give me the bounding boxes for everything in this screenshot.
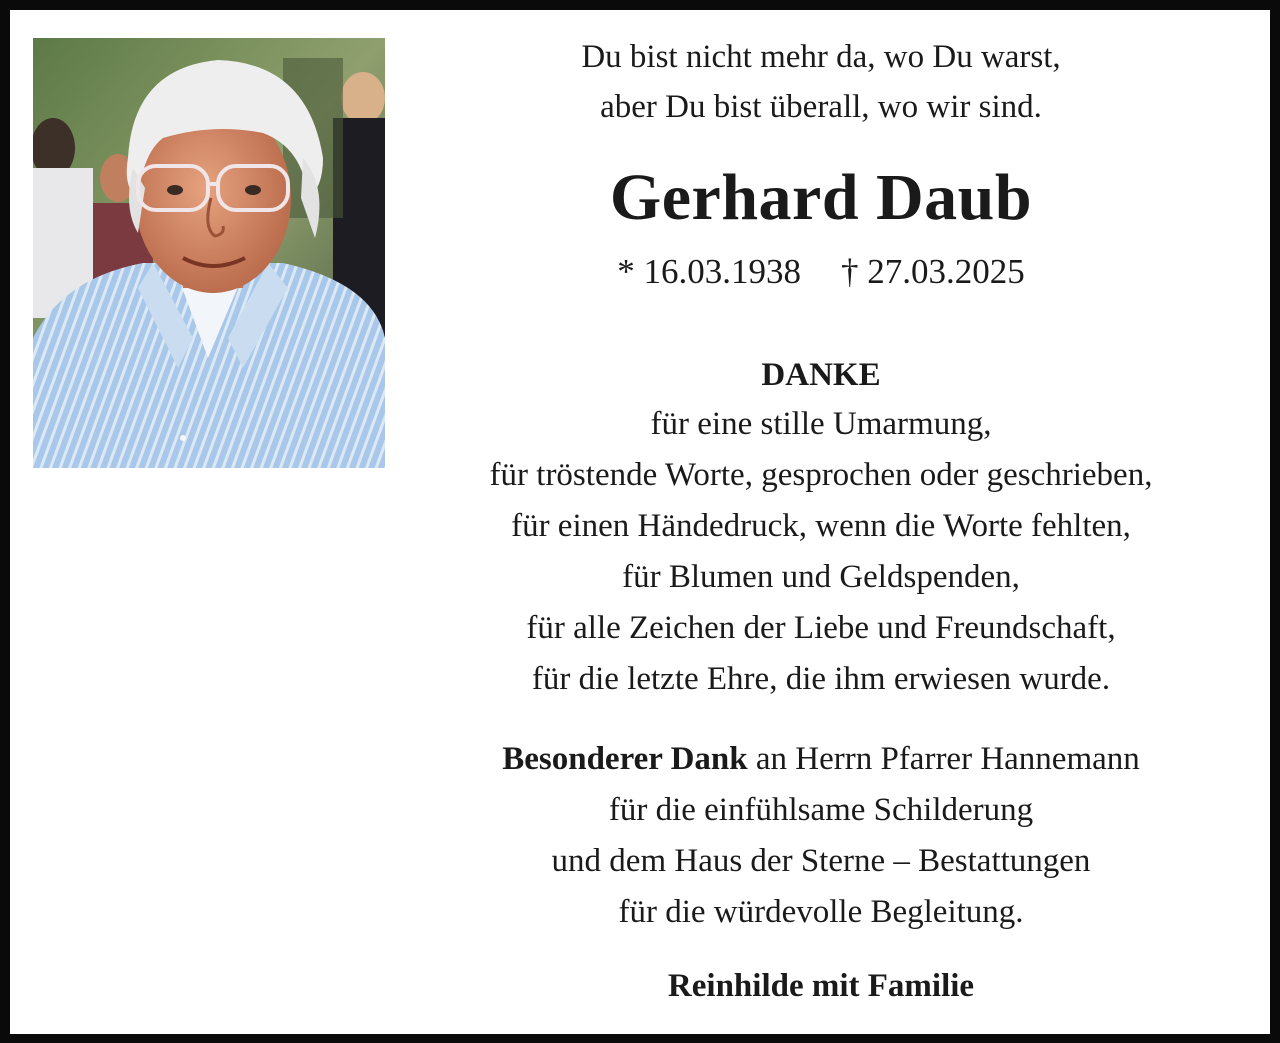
thanks-line: für eine stille Umarmung, <box>650 406 992 442</box>
thanks-heading: DANKE <box>761 357 881 393</box>
signature: Reinhilde mit Familie <box>667 968 975 1004</box>
thanks-line: für Blumen und Geldspenden, <box>622 559 1020 595</box>
special-thanks-line: und dem Haus der Sterne – Bestattungen <box>551 843 1091 879</box>
special-thanks-line <box>421 734 1221 785</box>
special-thanks-line: für die einfühlsame Schilderung <box>608 792 1034 828</box>
special-thanks-line: für die würdevolle Begleitung. <box>618 894 1024 930</box>
verse-line: Du bist nicht mehr da, wo Du warst, <box>581 39 1061 75</box>
special-thanks-label: Besonderer Dank <box>502 741 748 777</box>
thanks-line: für alle Zeichen der Liebe und Freundschaft, <box>526 610 1116 646</box>
thanks-line: für einen Händedruck, wenn die Worte fehlten, <box>511 508 1131 544</box>
death-date: † 27.03.2025 <box>841 252 1025 291</box>
verse-line: aber Du bist überall, wo wir sind. <box>600 89 1042 125</box>
portrait-illustration <box>33 38 385 468</box>
birth-date: * 16.03.1938 <box>617 252 801 291</box>
thanks-line: für die letzte Ehre, die ihm erwiesen wurde. <box>531 661 1111 697</box>
life-dates <box>421 250 1221 294</box>
thanks-line: für tröstende Worte, gesprochen oder geschrieben, <box>489 457 1153 493</box>
obituary-text-column <box>421 10 1221 1034</box>
special-thanks-recipient: an Herrn Pfarrer Hannemann <box>747 741 1140 777</box>
portrait-photo <box>33 38 385 468</box>
deceased-name: Gerhard Daub <box>609 161 1033 234</box>
